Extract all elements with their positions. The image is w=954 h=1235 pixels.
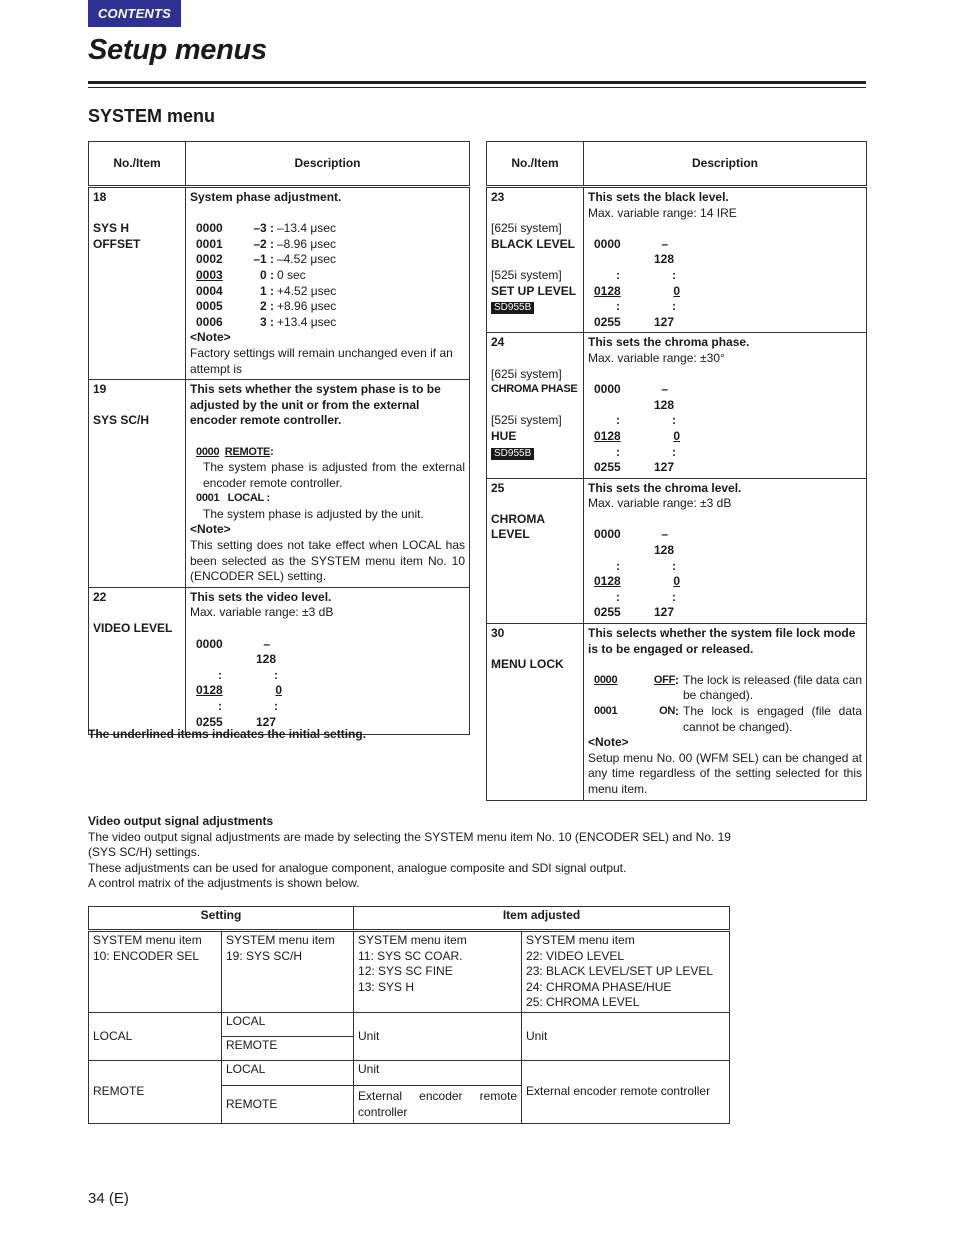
matrix-cell <box>354 931 522 1013</box>
option-code: 0001 <box>196 492 220 505</box>
matrix-cell: LOCAL <box>222 1061 354 1086</box>
matrix-cell: REMOTE <box>222 1037 354 1061</box>
range-value: 127 <box>256 714 277 729</box>
video-output-section <box>88 814 748 892</box>
range-ellipsis: : <box>616 299 620 314</box>
initial-setting-note: The underlined items indicates the initial setting. <box>88 727 367 741</box>
matrix-line: 11: SYS SC COAR. <box>358 948 463 963</box>
range-code-initial: 0128 <box>594 574 621 589</box>
item-name: CHROMA PHASE <box>491 383 578 396</box>
range-value: 127 <box>654 460 675 475</box>
value-text: +4.52 μsec <box>277 283 337 298</box>
value-text: –4.52 μsec <box>277 252 336 267</box>
note-text: Factory settings will remain unchanged even if an attempt is <box>190 345 453 376</box>
item-number: 24 <box>491 335 505 350</box>
range-value-initial: 0 <box>673 428 680 443</box>
section-title: SYSTEM menu <box>88 106 216 126</box>
item-name: BLACK LEVEL <box>491 236 575 251</box>
value-code: 0001 <box>196 236 223 251</box>
option-colon: : <box>270 445 274 458</box>
header-no-item: No./Item <box>487 142 584 187</box>
range-code-initial: 0128 <box>196 683 223 698</box>
range-code: 0255 <box>594 460 621 475</box>
page-number: 34 (E) <box>88 1190 129 1207</box>
item-number: 30 <box>491 626 505 641</box>
value-key: –2 : <box>253 236 274 251</box>
matrix-cell: SYSTEM menu item 10: ENCODER SEL <box>89 931 222 1013</box>
value-text: –13.4 μsec <box>277 221 336 236</box>
range-ellipsis: : <box>672 299 676 314</box>
range-value: 127 <box>654 605 675 620</box>
model-badge: SD955B <box>491 448 534 460</box>
item-description-title: This sets the black level. <box>588 190 729 204</box>
option-description: The lock is released (file data can be changed). <box>683 672 862 703</box>
range-value: 127 <box>654 314 675 329</box>
value-key: 2 : <box>259 299 274 314</box>
item-name: LEVEL <box>491 527 530 542</box>
option-colon: : <box>675 704 679 718</box>
matrix-cell: External encoder remote controller <box>354 1086 522 1124</box>
item-description-title: This sets whether the system phase is to be adjusted by the unit or from the external encoder remote controller. <box>190 382 441 428</box>
matrix-cell: SYSTEM menu item 19: SYS SC/H <box>222 931 354 1013</box>
option-code-initial: 0000 <box>196 445 220 458</box>
matrix-cell: Unit <box>522 1013 730 1061</box>
range-text: Max. variable range: ±30° <box>588 350 725 365</box>
matrix-cell: REMOTE <box>222 1086 354 1124</box>
range-ellipsis: : <box>218 667 222 682</box>
range-code-initial: 0128 <box>594 428 621 443</box>
range-value-initial: 0 <box>673 283 680 298</box>
system-menu-table-right <box>486 141 867 801</box>
item-name: VIDEO LEVEL <box>93 621 173 636</box>
range-text: Max. variable range: ±3 dB <box>190 605 334 620</box>
value-code: 0000 <box>196 221 223 236</box>
value-code: 0005 <box>196 299 223 314</box>
range-ellipsis: : <box>672 267 676 282</box>
option-colon: : <box>675 672 679 687</box>
item-name: MENU LOCK <box>491 657 564 672</box>
matrix-cell <box>522 931 730 1013</box>
item-number: 25 <box>491 480 505 495</box>
range-value: –128 <box>654 527 675 558</box>
note-text: Setup menu No. 00 (WFM SEL) can be changed at any time regardless of the setting selected for this menu item. <box>588 750 862 796</box>
range-value-initial: 0 <box>673 574 680 589</box>
video-output-paragraph: These adjustments can be used for analogue component, analogue composite and SDI signal output. <box>88 860 627 875</box>
option-code: 0001 <box>594 705 618 717</box>
value-code-initial: 0003 <box>196 267 223 282</box>
range-ellipsis: : <box>672 558 676 573</box>
item-name: CHROMA <box>491 511 545 526</box>
range-code: 0255 <box>594 605 621 620</box>
range-ellipsis: : <box>616 267 620 282</box>
option-name: OFF <box>653 673 675 686</box>
matrix-line: 12: SYS SC FINE <box>358 964 453 979</box>
range-ellipsis: : <box>274 699 278 713</box>
range-ellipsis: : <box>616 589 620 604</box>
range-value: –128 <box>256 636 277 667</box>
range-text: Max. variable range: ±3 dB <box>588 496 732 511</box>
matrix-line: 22: VIDEO LEVEL <box>526 948 625 963</box>
table-row <box>89 931 730 1013</box>
value-code: 0004 <box>196 283 223 298</box>
range-ellipsis: : <box>616 558 620 573</box>
system-label-625: [625i system] <box>491 366 562 381</box>
range-ellipsis: : <box>218 699 222 713</box>
system-menu-table-left <box>88 141 470 735</box>
table-row <box>487 478 867 623</box>
item-description-title: This selects whether the system file lock mode is to be engaged or released. <box>588 626 856 656</box>
table-row <box>89 187 470 380</box>
range-ellipsis: : <box>616 413 620 428</box>
item-description-title: This sets the chroma phase. <box>588 335 750 350</box>
range-code: 0255 <box>196 714 223 729</box>
page-title: Setup menus <box>88 34 267 66</box>
range-code: 0000 <box>594 382 621 397</box>
matrix-cell: Unit <box>354 1013 522 1061</box>
matrix-cell: LOCAL <box>89 1013 222 1061</box>
range-code: 0000 <box>196 636 223 651</box>
range-ellipsis: : <box>274 667 278 682</box>
item-number: 18 <box>93 190 107 204</box>
item-name: SET UP LEVEL <box>491 283 577 298</box>
header-description: Description <box>186 142 470 187</box>
range-code: 0000 <box>594 236 621 251</box>
matrix-line: 23: BLACK LEVEL/SET UP LEVEL <box>526 964 714 979</box>
note-label: <Note> <box>190 522 231 537</box>
option-code-initial: 0000 <box>594 673 618 686</box>
option-name: LOCAL : <box>227 492 270 505</box>
range-text: Max. variable range: 14 IRE <box>588 205 737 220</box>
table-row <box>487 624 867 801</box>
item-name: SYS H <box>93 221 130 236</box>
control-matrix-table <box>88 906 730 1124</box>
title-rule-thin <box>88 87 866 88</box>
matrix-line: SYSTEM menu item <box>358 933 467 947</box>
note-text: This setting does not take effect when LOCAL has been selected as the SYSTEM menu item No. 10 (ENCODER SEL) setting. <box>190 538 465 584</box>
system-label-525: [525i system] <box>491 413 562 428</box>
value-key: 3 : <box>259 314 274 329</box>
range-value: –128 <box>654 236 675 267</box>
system-label-525: [525i system] <box>491 267 562 282</box>
header-no-item: No./Item <box>89 142 186 187</box>
title-rule <box>88 81 866 84</box>
value-text: 0 sec <box>277 267 306 282</box>
option-description: The system phase is adjusted by the unit. <box>203 506 424 521</box>
value-text: +13.4 μsec <box>277 314 337 329</box>
range-value: –128 <box>654 382 675 412</box>
matrix-cell: Unit <box>354 1061 522 1086</box>
video-output-paragraph: A control matrix of the adjustments is shown below. <box>88 876 360 891</box>
contents-button[interactable]: CONTENTS <box>88 0 181 27</box>
range-value-initial: 0 <box>275 683 282 698</box>
matrix-line: 25: CHROMA LEVEL <box>526 995 640 1010</box>
value-text: –8.96 μsec <box>277 236 336 251</box>
table-row <box>89 380 470 588</box>
item-number: 23 <box>491 190 505 204</box>
table-row <box>89 1061 730 1086</box>
range-ellipsis: : <box>672 444 676 459</box>
option-description: The lock is engaged (file data cannot be changed). <box>683 704 862 734</box>
matrix-line: SYSTEM menu item <box>526 933 635 947</box>
system-label-625: [625i system] <box>491 221 562 236</box>
option-name: ON <box>659 705 675 717</box>
item-name: SYS SC/H <box>93 413 150 428</box>
matrix-cell: External encoder remote controller <box>522 1061 730 1124</box>
item-number: 19 <box>93 382 107 397</box>
video-output-paragraph: The video output signal adjustments are made by selecting the SYSTEM menu item No. 10 (ENCODER SEL) and No. 19 (SYS SC/H) settings. <box>88 829 731 860</box>
header-item-adjusted: Item adjusted <box>354 907 730 931</box>
item-name: HUE <box>491 428 517 443</box>
item-description-title: System phase adjustment. <box>190 190 342 204</box>
value-key: –3 : <box>253 221 274 236</box>
value-key: 1 : <box>259 283 274 298</box>
matrix-cell: REMOTE <box>89 1061 222 1124</box>
model-badge: SD955B <box>491 302 534 314</box>
value-key: 0 : <box>259 267 274 282</box>
video-output-heading: Video output signal adjustments <box>88 814 274 828</box>
item-name: OFFSET <box>93 236 141 251</box>
range-ellipsis: : <box>672 589 676 604</box>
value-text: +8.96 μsec <box>277 299 337 314</box>
range-code: 0255 <box>594 314 621 329</box>
item-number: 22 <box>93 589 107 604</box>
matrix-line: 24: CHROMA PHASE/HUE <box>526 979 672 994</box>
range-ellipsis: : <box>672 413 676 428</box>
header-setting: Setting <box>89 907 354 931</box>
table-row <box>89 587 470 734</box>
value-code: 0002 <box>196 252 223 267</box>
matrix-cell: LOCAL <box>222 1013 354 1037</box>
table-row <box>487 333 867 478</box>
item-description-title: This sets the chroma level. <box>588 480 742 495</box>
range-code-initial: 0128 <box>594 283 621 298</box>
value-key: –1 : <box>253 252 274 267</box>
note-label: <Note> <box>588 735 629 750</box>
option-description: The system phase is adjusted from the external encoder remote controller. <box>203 460 465 490</box>
option-name: REMOTE <box>224 445 271 458</box>
range-code: 0000 <box>594 527 621 542</box>
header-description: Description <box>584 142 867 187</box>
range-ellipsis: : <box>616 444 620 459</box>
matrix-line: 13: SYS H <box>358 979 415 994</box>
value-code: 0006 <box>196 314 223 329</box>
item-description-title: This sets the video level. <box>190 589 332 604</box>
note-label: <Note> <box>190 330 231 345</box>
table-row <box>487 187 867 333</box>
table-row <box>89 1013 730 1037</box>
